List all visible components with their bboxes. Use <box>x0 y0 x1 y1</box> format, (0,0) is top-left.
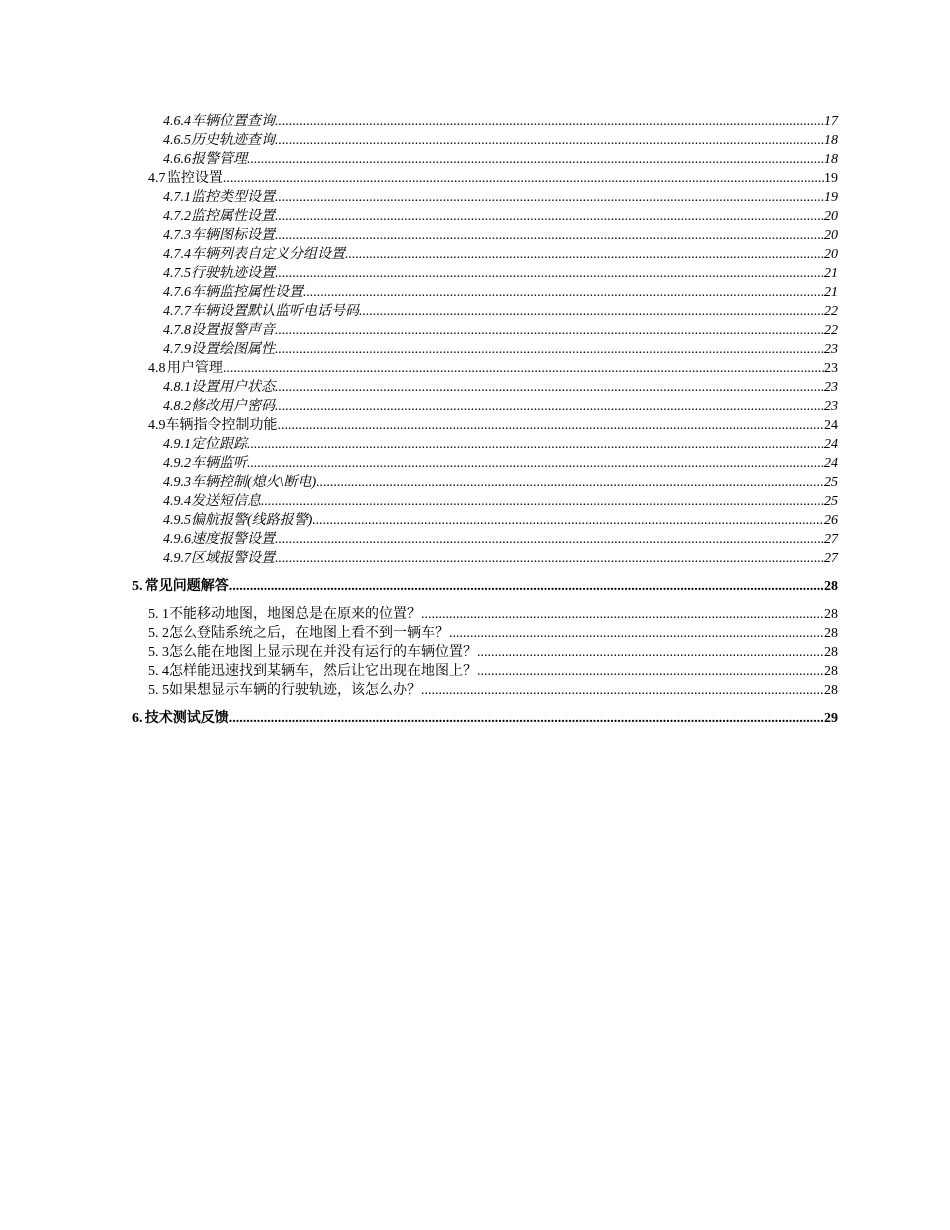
toc-entry-4-9[interactable] <box>148 417 838 435</box>
entry-page: 20 <box>824 228 838 243</box>
toc-entry-4-9-7[interactable] <box>163 550 838 568</box>
entry-page: 22 <box>824 323 838 338</box>
dot-leader <box>275 189 824 207</box>
entry-title: 修改用户密码 <box>191 399 275 414</box>
toc-entry-4-6-5[interactable] <box>163 132 838 150</box>
entry-number: 4.6.4 <box>163 114 191 129</box>
entry-number: 4.7 <box>148 171 166 186</box>
entry-number: 4.8 <box>148 361 166 376</box>
toc-entry-4-7[interactable] <box>148 170 838 188</box>
dot-leader <box>359 303 824 321</box>
entry-title: 监控类型设置 <box>191 190 275 205</box>
toc-entry-4-7-9[interactable] <box>163 341 838 359</box>
entry-page: 18 <box>824 152 838 167</box>
entry-title: 速度报警设置 <box>191 532 275 547</box>
entry-number: 4.6.5 <box>163 133 191 148</box>
entry-title: 车辆监听 <box>191 456 247 471</box>
entry-title: 车辆列表自定义分组设置 <box>191 247 345 262</box>
toc-entry-4-7-7[interactable] <box>163 303 838 321</box>
dot-leader <box>275 227 824 245</box>
entry-number: 4.9.2 <box>163 456 191 471</box>
toc-entry-chapter-5[interactable] <box>132 578 838 596</box>
entry-title: 定位跟踪 <box>191 437 247 452</box>
dot-leader <box>312 512 824 530</box>
entry-page: 20 <box>824 209 838 224</box>
entry-title: 偏航报警(线路报警) <box>191 513 313 528</box>
entry-title: 历史轨迹查询 <box>191 133 275 148</box>
entry-number: 4.7.7 <box>163 304 191 319</box>
entry-page: 17 <box>824 114 838 129</box>
entry-page: 27 <box>824 532 838 547</box>
entry-number: 4.7.4 <box>163 247 191 262</box>
entry-page: 20 <box>824 247 838 262</box>
entry-title: 怎样能迅速找到某辆车，然后让它出现在地图上？ <box>169 664 477 679</box>
dot-leader <box>421 606 824 624</box>
entry-page: 28 <box>824 664 838 679</box>
entry-number: 4.7.8 <box>163 323 191 338</box>
toc-entry-4-9-1[interactable] <box>163 436 838 454</box>
toc-entry-4-7-6[interactable] <box>163 284 838 302</box>
entry-page: 23 <box>824 342 838 357</box>
dot-leader <box>449 625 824 643</box>
toc-entry-4-6-6[interactable] <box>163 151 838 169</box>
dot-leader <box>229 710 824 728</box>
dot-leader <box>278 417 825 435</box>
entry-title: 监控属性设置 <box>191 209 275 224</box>
entry-number: 4.8.1 <box>163 380 191 395</box>
toc-entry-5-3[interactable] <box>148 644 838 662</box>
entry-number: 4.9.7 <box>163 551 191 566</box>
toc-entry-4-7-1[interactable] <box>163 189 838 207</box>
toc-entry-4-8[interactable] <box>148 360 838 378</box>
entry-number: 4.9 <box>148 418 166 433</box>
toc-entry-4-6-4[interactable] <box>163 113 838 131</box>
toc-entry-4-7-8[interactable] <box>163 322 838 340</box>
entry-title: 设置报警声音 <box>191 323 275 338</box>
toc-entry-4-9-5[interactable] <box>163 512 838 530</box>
dot-leader <box>275 531 824 549</box>
entry-page: 23 <box>824 380 838 395</box>
entry-number: 5. 3 <box>148 645 169 660</box>
entry-number: 4.9.4 <box>163 494 191 509</box>
entry-number: 4.9.6 <box>163 532 191 547</box>
entry-page: 23 <box>824 399 838 414</box>
dot-leader <box>316 474 824 492</box>
entry-title: 车辆控制(熄火\断电) <box>191 475 317 490</box>
entry-title: 区域报警设置 <box>191 551 275 566</box>
entry-page: 28 <box>824 683 838 698</box>
dot-leader <box>223 170 824 188</box>
entry-page: 21 <box>824 285 838 300</box>
toc-entry-chapter-6[interactable] <box>132 710 838 728</box>
toc-entry-5-1[interactable] <box>148 606 838 624</box>
entry-number: 4.6.6 <box>163 152 191 167</box>
toc-entry-4-8-1[interactable] <box>163 379 838 397</box>
entry-title: 怎么登陆系统之后，在地图上看不到一辆车？ <box>169 626 449 641</box>
entry-page: 28 <box>824 607 838 622</box>
dot-leader <box>303 284 824 302</box>
entry-title: 不能移动地图，地图总是在原来的位置？ <box>169 607 421 622</box>
dot-leader <box>261 493 824 511</box>
entry-page: 25 <box>824 475 838 490</box>
dot-leader <box>345 246 824 264</box>
entry-title: 怎么能在地图上显示现在并没有运行的车辆位置？ <box>169 645 477 660</box>
dot-leader <box>275 265 824 283</box>
dot-leader <box>275 341 824 359</box>
entry-page: 28 <box>824 645 838 660</box>
toc-entry-5-4[interactable] <box>148 663 838 681</box>
toc-entry-4-9-6[interactable] <box>163 531 838 549</box>
entry-number: 4.7.2 <box>163 209 191 224</box>
entry-number: 6. <box>132 711 143 726</box>
entry-page: 25 <box>824 494 838 509</box>
dot-leader <box>229 578 824 596</box>
dot-leader <box>275 132 824 150</box>
entry-title: 用户管理 <box>166 361 223 376</box>
entry-page: 24 <box>824 456 838 471</box>
toc-entry-5-2[interactable] <box>148 625 838 643</box>
toc-entry-4-9-3[interactable] <box>163 474 838 492</box>
toc-entry-4-7-5[interactable] <box>163 265 838 283</box>
entry-page: 28 <box>824 579 838 594</box>
entry-page: 28 <box>824 626 838 641</box>
entry-page: 18 <box>824 133 838 148</box>
dot-leader <box>275 379 824 397</box>
entry-title: 车辆监控属性设置 <box>191 285 303 300</box>
dot-leader <box>275 113 824 131</box>
entry-title: 设置绘图属性 <box>191 342 275 357</box>
entry-number: 4.7.6 <box>163 285 191 300</box>
toc-entry-4-7-2[interactable] <box>163 208 838 226</box>
entry-title: 报警管理 <box>191 152 247 167</box>
entry-number: 4.7.1 <box>163 190 191 205</box>
entry-title: 常见问题解答 <box>144 579 229 594</box>
dot-leader <box>223 360 824 378</box>
dot-leader <box>275 550 824 568</box>
entry-page: 24 <box>824 418 838 433</box>
entry-title: 车辆指令控制功能 <box>165 418 278 433</box>
entry-title: 如果想显示车辆的行驶轨迹，该怎么办？ <box>169 683 421 698</box>
toc-entry-4-7-4[interactable] <box>163 246 838 264</box>
entry-number: 4.7.3 <box>163 228 191 243</box>
entry-title: 行驶轨迹设置 <box>191 266 275 281</box>
dot-leader <box>247 151 824 169</box>
entry-number: 5. 1 <box>148 607 169 622</box>
dot-leader <box>421 682 824 700</box>
entry-page: 22 <box>824 304 838 319</box>
entry-title: 车辆设置默认监听电话号码 <box>191 304 359 319</box>
dot-leader <box>247 436 824 454</box>
entry-title: 车辆位置查询 <box>191 114 275 129</box>
entry-title: 监控设置 <box>166 171 223 186</box>
dot-leader <box>275 322 824 340</box>
dot-leader <box>477 663 824 681</box>
entry-number: 4.9.1 <box>163 437 191 452</box>
entry-page: 19 <box>824 171 838 186</box>
entry-number: 5. <box>132 579 143 594</box>
dot-leader <box>247 455 824 473</box>
entry-page: 29 <box>824 711 838 726</box>
toc-entry-4-9-4[interactable] <box>163 493 838 511</box>
entry-page: 19 <box>824 190 838 205</box>
entry-title: 设置用户状态 <box>191 380 275 395</box>
toc-entry-5-5[interactable] <box>148 682 838 700</box>
dot-leader <box>477 644 824 662</box>
entry-page: 24 <box>824 437 838 452</box>
entry-number: 5. 2 <box>148 626 169 641</box>
entry-number: 4.7.5 <box>163 266 191 281</box>
entry-number: 5. 4 <box>148 664 169 679</box>
entry-title: 车辆图标设置 <box>191 228 275 243</box>
entry-number: 4.8.2 <box>163 399 191 414</box>
entry-page: 21 <box>824 266 838 281</box>
entry-title: 技术测试反馈 <box>144 711 229 726</box>
entry-number: 4.9.5 <box>163 513 191 528</box>
entry-title: 发送短信息 <box>191 494 261 509</box>
toc-entry-4-8-2[interactable] <box>163 398 838 416</box>
entry-page: 23 <box>824 361 838 376</box>
entry-page: 26 <box>824 513 838 528</box>
toc-entry-4-9-2[interactable] <box>163 455 838 473</box>
entry-number: 4.9.3 <box>163 475 191 490</box>
entry-page: 27 <box>824 551 838 566</box>
dot-leader <box>275 208 824 226</box>
entry-number: 5. 5 <box>148 683 169 698</box>
entry-number: 4.7.9 <box>163 342 191 357</box>
toc-entry-4-7-3[interactable] <box>163 227 838 245</box>
dot-leader <box>275 398 824 416</box>
